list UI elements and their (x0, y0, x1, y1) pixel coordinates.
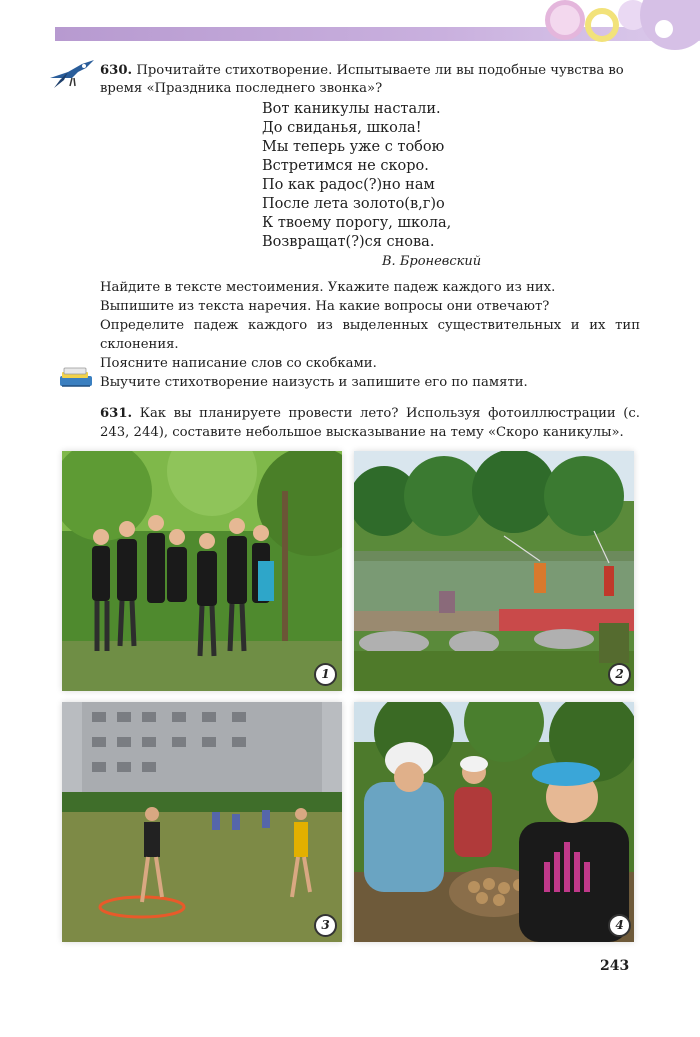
deco-circle-yellow (585, 8, 619, 42)
poem-line: По как радос(?)но нам (262, 177, 435, 193)
photo-yard-games (62, 702, 342, 942)
photo-potato-harvest (354, 702, 634, 942)
poem-author: В. Броневский (382, 254, 482, 269)
task-item: Найдите в тексте местоимения. Укажите падеж каждого из них. (100, 280, 556, 295)
task-item: Выучите стихотворение наизусть и запишите его по памяти. (100, 375, 528, 390)
deco-circle-white (655, 20, 673, 38)
task-item: Определите падеж каждого из выделенных существительных и их тип склонения. (100, 318, 640, 352)
poem-line: Встретимся не скоро. (262, 158, 429, 174)
exercise-630-prompt (100, 62, 645, 98)
poem-line: Возвращат(?)ся снова. (262, 234, 435, 250)
photo-forest-group (62, 451, 342, 691)
poem-line: Вот каникулы настали. (262, 101, 441, 117)
poem-line: К твоему порогу, школа, (262, 215, 452, 231)
exercise-630-tasks (100, 278, 640, 392)
photo-label: 4 (608, 914, 631, 937)
bird-icon (48, 58, 96, 90)
exercise-631-prompt (100, 404, 640, 442)
deco-circle-pink (545, 0, 585, 40)
photo-river-fishing (354, 451, 634, 691)
task-item: Поясните написание слов со скобками. (100, 356, 377, 371)
photo-label: 3 (314, 914, 337, 937)
poem-line: Мы теперь уже с тобою (262, 139, 445, 155)
exercise-630-text: Прочитайте стихотворение. Испытываете ли вы подобные чувства во время «Праздника последнего звонка»? (100, 63, 624, 96)
exercise-630-number: 630. (100, 63, 133, 78)
task-item: Выпишите из текста наречия. На какие вопросы они отвечают? (100, 299, 550, 314)
poem (262, 100, 451, 252)
exercise-631-text: Как вы планируете провести лето? Используя фотоиллюстрации (с. 243, 244), составите небольшое высказывание на тему «Скоро каникулы». (100, 406, 640, 440)
poem-line: После лета золото(в,г)о (262, 196, 445, 212)
photo-label: 2 (608, 663, 631, 686)
page-number: 243 (600, 958, 630, 974)
photo-label: 1 (314, 663, 337, 686)
exercise-631-number: 631. (100, 406, 133, 421)
poem-line: До свиданья, школа! (262, 120, 422, 136)
book-icon (58, 366, 94, 390)
